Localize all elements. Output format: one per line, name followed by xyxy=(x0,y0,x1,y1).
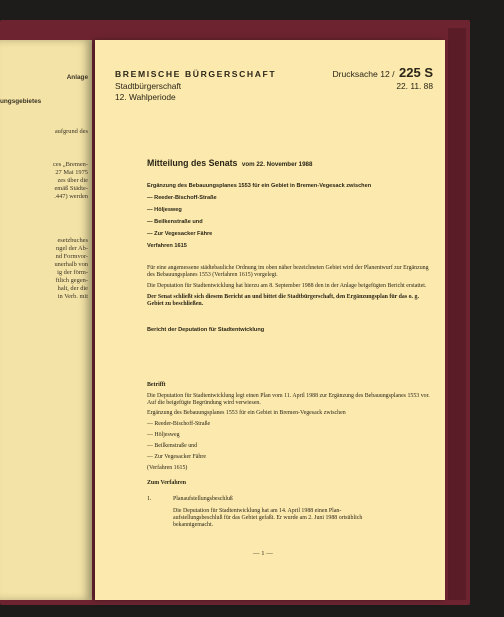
left-fragment: aufgrund des xyxy=(54,128,88,135)
left-fragment: zes über die xyxy=(57,177,88,184)
item-title: Planaufstellungsbeschluß xyxy=(173,496,233,502)
report-paragraph: Die Deputation für Stadtentwicklung legt einen Plan vom 11. April 1988 zur Ergänzung des Bebauungsplanes 1553 vor. Auf die beigefügte Begründung wird verwiesen. xyxy=(147,393,430,406)
left-fragment: 27 Mai 1975 xyxy=(55,169,88,176)
report-item: — Beilkenstraße und xyxy=(147,443,198,449)
left-fragment: nd Formvor- xyxy=(55,253,88,260)
report-item: — Reeder-Bischoff-Straße xyxy=(147,421,211,427)
report-title: Bericht der Deputation für Stadtentwicklung xyxy=(147,327,265,333)
item-text: Die Deputation für Stadtentwicklung hat am 14. April 1988 einen Planaufstellungsbeschluß für das Gebiet gefaßt. Er wurde am 2. Juni 1988 ortsüblich bekanntgemacht. xyxy=(173,508,363,528)
drucksache-reference xyxy=(332,64,433,82)
subject-line: Ergänzung des Bebauungsplanes 1553 für ein Gebiet in Bremen-Vegesack zwischen xyxy=(147,183,372,189)
left-page xyxy=(0,40,92,600)
left-fragment: ftlich gegen- xyxy=(55,277,88,284)
page-title xyxy=(147,153,312,171)
report-heading xyxy=(147,327,432,334)
report-verfahren: (Verfahren 1615) xyxy=(147,465,188,471)
left-fragment: in Verb. mit xyxy=(57,293,88,300)
subject-item: — Zur Vegesacker Fähre xyxy=(147,231,213,237)
left-fragment: ngel der Ab- xyxy=(56,245,88,252)
title-main: Mitteilung des Senats xyxy=(147,158,238,168)
intro-block xyxy=(147,265,432,308)
left-fragment: Anlage xyxy=(66,74,88,81)
report-item: — Zur Vegesacker Fähre xyxy=(147,454,206,460)
left-fragment: esetzbuches xyxy=(57,237,88,244)
document-page xyxy=(95,40,445,600)
left-fragment: unerhalb von xyxy=(54,261,88,268)
report-paragraph: Ergänzung des Bebauungsplanes 1553 für ein Gebiet in Bremen-Vegesack zwischen xyxy=(147,410,346,416)
item-number: 1. xyxy=(147,496,152,502)
zum-verfahren-heading: Zum Verfahren xyxy=(147,480,187,486)
numbered-item-header xyxy=(147,496,432,504)
intro-paragraph: Für eine angemessene städtebauliche Ordnung im oben näher bezeichneten Gebiet wird der Planentwurf zur Ergänzung des Bebauungsplanes 1553 (Verfahren 1615) vorgelegt. xyxy=(147,265,429,278)
subject-item: — Höljesweg xyxy=(147,207,182,213)
document-date: 22. 11. 88 xyxy=(396,81,433,91)
parliament-body: Stadtbürgerschaft xyxy=(115,81,182,91)
drucksache-label: Drucksache 12 / xyxy=(332,69,395,79)
left-fragment: ungsgebietes xyxy=(0,98,42,105)
report-item: — Höljesweg xyxy=(147,432,180,438)
intro-paragraph-bold: Der Senat schließt sich diesem Bericht an und bittet die Stadtbürgerschaft, den Ergänzungsplan für das o. g. Gebiet zu beschließen. xyxy=(147,294,419,307)
left-fragment: emäß Städte- xyxy=(54,185,88,192)
subject-verfahren: Verfahren 1615 xyxy=(147,243,187,249)
left-fragment: ces „Bremen- xyxy=(53,161,88,168)
report-block xyxy=(147,382,432,529)
subject-block xyxy=(147,183,432,250)
intro-paragraph: Die Deputation für Stadtentwicklung hat hierzu am 8. September 1988 den in der Anlage beigefügten Bericht erstattet. xyxy=(147,283,427,289)
subject-item: — Beilkenstraße und xyxy=(147,219,203,225)
drucksache-number: 225 S xyxy=(399,65,433,80)
legislative-period: 12. Wahlperiode xyxy=(115,92,176,102)
subject-item: — Reeder-Bischoff-Straße xyxy=(147,195,217,201)
left-fragment: ig der förm- xyxy=(57,269,88,276)
title-date: vom 22. November 1988 xyxy=(241,161,313,168)
betrifft-heading: Betrifft xyxy=(147,382,166,388)
left-fragment: .447) werden xyxy=(54,193,88,200)
organization-name: BREMISCHE BÜRGERSCHAFT xyxy=(115,69,277,79)
binder-edge xyxy=(448,28,466,600)
left-fragment: halt, der die xyxy=(57,285,88,292)
page-number: — 1 — xyxy=(253,550,273,557)
